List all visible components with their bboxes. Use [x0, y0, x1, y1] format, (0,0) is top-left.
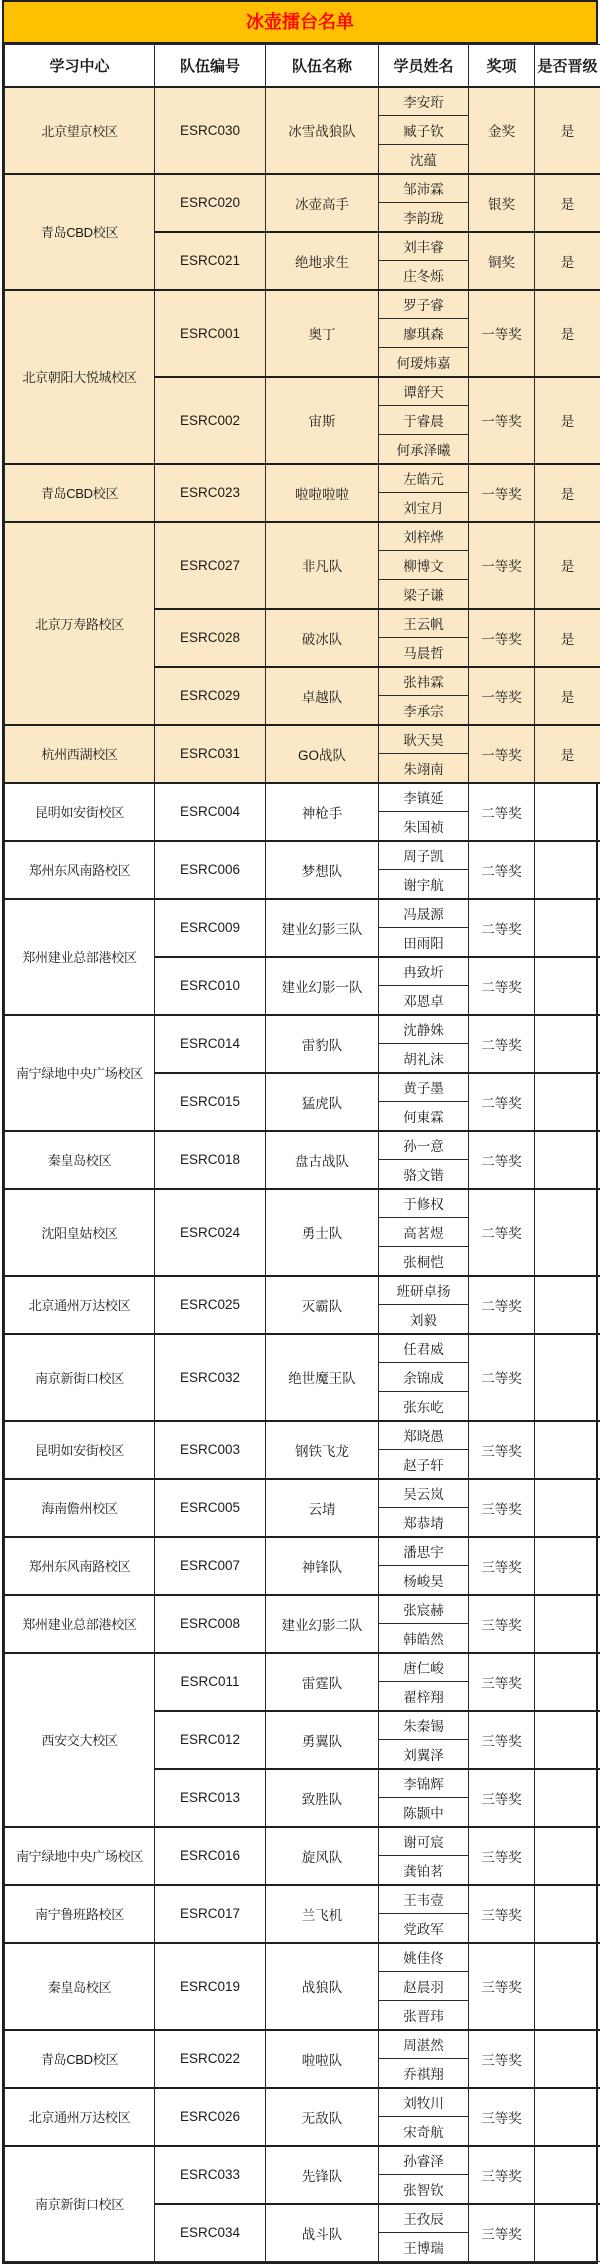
center-cell: 郑州建业总部港校区	[5, 899, 155, 1015]
center-cell: 北京通州万达校区	[5, 1276, 155, 1334]
student-name-cell: 赵晨羽	[379, 1972, 469, 2001]
student-name-cell: 吴云岚	[379, 1479, 469, 1508]
student-name-cell: 梁子谦	[379, 580, 469, 609]
center-cell: 杭州西湖校区	[5, 725, 155, 783]
center-cell: 青岛CBD校区	[5, 464, 155, 522]
student-name-cell: 宋奇航	[379, 2117, 469, 2146]
student-name-cell: 张晋玮	[379, 2001, 469, 2030]
team-code-cell: ESRC003	[155, 1421, 266, 1479]
advance-cell	[535, 1073, 600, 1131]
advance-cell	[535, 841, 600, 899]
student-name-cell: 臧子钦	[379, 116, 469, 145]
column-header-advance: 是否晋级	[535, 45, 600, 87]
team-name-cell: 盘古战队	[266, 1131, 379, 1189]
team-code-cell: ESRC013	[155, 1769, 266, 1827]
table-row	[5, 1595, 600, 1624]
student-name-cell: 于修权	[379, 1189, 469, 1218]
sheet-title: 冰壶擂台名单	[4, 2, 596, 44]
award-cell: 一等奖	[469, 725, 535, 783]
center-cell: 沈阳皇姑校区	[5, 1189, 155, 1276]
table-row	[5, 899, 600, 928]
student-name-cell: 罗子睿	[379, 290, 469, 319]
student-name-cell: 庄冬烁	[379, 261, 469, 290]
student-name-cell: 谭舒天	[379, 377, 469, 406]
student-name-cell: 张祎霖	[379, 667, 469, 696]
student-name-cell: 周湛然	[379, 2030, 469, 2059]
roster-table-body	[5, 87, 600, 2262]
team-name-cell: 冰壶高手	[266, 174, 379, 232]
advance-cell	[535, 1421, 600, 1479]
student-name-cell: 王韦壹	[379, 1885, 469, 1914]
student-name-cell: 乔祺翔	[379, 2059, 469, 2088]
table-row	[5, 1479, 600, 1508]
award-cell: 三等奖	[469, 1769, 535, 1827]
table-row	[5, 464, 600, 493]
team-code-cell: ESRC027	[155, 522, 266, 609]
team-code-cell: ESRC031	[155, 725, 266, 783]
team-code-cell: ESRC020	[155, 174, 266, 232]
table-row	[5, 87, 600, 116]
team-code-cell: ESRC019	[155, 1943, 266, 2030]
student-name-cell: 李镇延	[379, 783, 469, 812]
student-name-cell: 陈颢中	[379, 1798, 469, 1827]
column-header-center: 学习中心	[5, 45, 155, 87]
center-cell: 西安交大校区	[5, 1653, 155, 1827]
roster-table	[4, 44, 600, 2262]
advance-cell	[535, 2088, 600, 2146]
advance-cell	[535, 1131, 600, 1189]
student-name-cell: 任君威	[379, 1334, 469, 1363]
award-cell: 三等奖	[469, 1537, 535, 1595]
student-name-cell: 何瑷炜嘉	[379, 348, 469, 377]
center-cell: 郑州东风南路校区	[5, 841, 155, 899]
advance-cell	[535, 2030, 600, 2088]
table-row	[5, 725, 600, 754]
student-name-cell: 孙睿泽	[379, 2146, 469, 2175]
award-cell: 一等奖	[469, 377, 535, 464]
team-name-cell: 冰雪战狼队	[266, 87, 379, 174]
table-row	[5, 2088, 600, 2117]
table-row	[5, 1131, 600, 1160]
award-cell: 一等奖	[469, 290, 535, 377]
team-code-cell: ESRC028	[155, 609, 266, 667]
student-name-cell: 余锦成	[379, 1363, 469, 1392]
roster-sheet	[2, 0, 598, 2264]
center-cell: 郑州建业总部港校区	[5, 1595, 155, 1653]
advance-cell	[535, 1015, 600, 1073]
table-row	[5, 1653, 600, 1682]
student-name-cell: 姚佳佟	[379, 1943, 469, 1972]
student-name-cell: 邹沛霖	[379, 174, 469, 203]
student-name-cell: 党政军	[379, 1914, 469, 1943]
student-name-cell: 谢宇航	[379, 870, 469, 899]
student-name-cell: 刘丰睿	[379, 232, 469, 261]
student-name-cell: 张桐恺	[379, 1247, 469, 1276]
team-code-cell: ESRC005	[155, 1479, 266, 1537]
table-row	[5, 1189, 600, 1218]
column-header-student-name: 学员姓名	[379, 45, 469, 87]
advance-cell: 是	[535, 232, 600, 290]
team-code-cell: ESRC033	[155, 2146, 266, 2204]
team-name-cell: 战斗队	[266, 2204, 379, 2262]
award-cell: 三等奖	[469, 1479, 535, 1537]
student-name-cell: 刘翼泽	[379, 1740, 469, 1769]
student-name-cell: 孙一意	[379, 1131, 469, 1160]
award-cell: 二等奖	[469, 957, 535, 1015]
student-name-cell: 王云帆	[379, 609, 469, 638]
team-code-cell: ESRC015	[155, 1073, 266, 1131]
advance-cell: 是	[535, 522, 600, 609]
award-cell: 三等奖	[469, 1595, 535, 1653]
table-row	[5, 2030, 600, 2059]
center-cell: 秦皇岛校区	[5, 1943, 155, 2030]
center-cell: 青岛CBD校区	[5, 174, 155, 290]
award-cell: 三等奖	[469, 1827, 535, 1885]
advance-cell	[535, 1711, 600, 1769]
advance-cell	[535, 783, 600, 841]
team-name-cell: 神枪手	[266, 783, 379, 841]
team-code-cell: ESRC002	[155, 377, 266, 464]
award-cell: 二等奖	[469, 841, 535, 899]
advance-cell	[535, 1827, 600, 1885]
center-cell: 秦皇岛校区	[5, 1131, 155, 1189]
advance-cell: 是	[535, 87, 600, 174]
table-row	[5, 1943, 600, 1972]
header-row	[5, 45, 600, 87]
award-cell: 三等奖	[469, 2146, 535, 2204]
team-code-cell: ESRC034	[155, 2204, 266, 2262]
student-name-cell: 沈蕴	[379, 145, 469, 174]
student-name-cell: 李承宗	[379, 696, 469, 725]
award-cell: 二等奖	[469, 1189, 535, 1276]
team-name-cell: 绝世魔王队	[266, 1334, 379, 1421]
advance-cell	[535, 1334, 600, 1421]
award-cell: 一等奖	[469, 464, 535, 522]
table-row	[5, 783, 600, 812]
team-name-cell: 神锋队	[266, 1537, 379, 1595]
center-cell: 北京朝阳大悦城校区	[5, 290, 155, 464]
advance-cell	[535, 899, 600, 957]
award-cell: 三等奖	[469, 2088, 535, 2146]
team-code-cell: ESRC017	[155, 1885, 266, 1943]
table-header	[5, 45, 600, 87]
team-name-cell: 奥丁	[266, 290, 379, 377]
student-name-cell: 班研卓扬	[379, 1276, 469, 1305]
student-name-cell: 刘毅	[379, 1305, 469, 1334]
student-name-cell: 胡礼沫	[379, 1044, 469, 1073]
team-name-cell: 建业幻影二队	[266, 1595, 379, 1653]
center-cell: 北京通州万达校区	[5, 2088, 155, 2146]
student-name-cell: 柳博文	[379, 551, 469, 580]
student-name-cell: 田雨阳	[379, 928, 469, 957]
team-name-cell: 卓越队	[266, 667, 379, 725]
award-cell: 三等奖	[469, 2204, 535, 2262]
center-cell: 昆明如安街校区	[5, 783, 155, 841]
team-name-cell: 宙斯	[266, 377, 379, 464]
student-name-cell: 翟梓翔	[379, 1682, 469, 1711]
student-name-cell: 周子凯	[379, 841, 469, 870]
award-cell: 三等奖	[469, 1943, 535, 2030]
team-name-cell: 云埥	[266, 1479, 379, 1537]
team-name-cell: 先锋队	[266, 2146, 379, 2204]
table-row	[5, 290, 600, 319]
team-code-cell: ESRC010	[155, 957, 266, 1015]
center-cell: 青岛CBD校区	[5, 2030, 155, 2088]
team-name-cell: 啦啦啦啦	[266, 464, 379, 522]
team-code-cell: ESRC008	[155, 1595, 266, 1653]
award-cell: 二等奖	[469, 1276, 535, 1334]
team-name-cell: 灭霸队	[266, 1276, 379, 1334]
center-cell: 北京望京校区	[5, 87, 155, 174]
student-name-cell: 朱国祯	[379, 812, 469, 841]
team-code-cell: ESRC007	[155, 1537, 266, 1595]
table-row	[5, 1015, 600, 1044]
team-code-cell: ESRC024	[155, 1189, 266, 1276]
team-code-cell: ESRC018	[155, 1131, 266, 1189]
student-name-cell: 韩皓然	[379, 1624, 469, 1653]
table-row	[5, 1885, 600, 1914]
student-name-cell: 王博瑞	[379, 2233, 469, 2262]
team-name-cell: 兰飞机	[266, 1885, 379, 1943]
student-name-cell: 杨峻昊	[379, 1566, 469, 1595]
student-name-cell: 何承泽曦	[379, 435, 469, 464]
student-name-cell: 冉致圻	[379, 957, 469, 986]
student-name-cell: 张东屹	[379, 1392, 469, 1421]
center-cell: 北京万寿路校区	[5, 522, 155, 725]
team-code-cell: ESRC023	[155, 464, 266, 522]
team-name-cell: 雷霆队	[266, 1653, 379, 1711]
team-code-cell: ESRC029	[155, 667, 266, 725]
team-name-cell: 勇士队	[266, 1189, 379, 1276]
student-name-cell: 张智钦	[379, 2175, 469, 2204]
student-name-cell: 邓恩卓	[379, 986, 469, 1015]
student-name-cell: 王孜辰	[379, 2204, 469, 2233]
student-name-cell: 骆文锴	[379, 1160, 469, 1189]
student-name-cell: 刘梓烨	[379, 522, 469, 551]
advance-cell: 是	[535, 290, 600, 377]
student-name-cell: 潘思宇	[379, 1537, 469, 1566]
student-name-cell: 唐仁峻	[379, 1653, 469, 1682]
team-code-cell: ESRC021	[155, 232, 266, 290]
team-code-cell: ESRC030	[155, 87, 266, 174]
table-row	[5, 1537, 600, 1566]
column-header-team-code: 队伍编号	[155, 45, 266, 87]
table-row	[5, 1421, 600, 1450]
center-cell: 南京新街口校区	[5, 2146, 155, 2262]
team-name-cell: 无敌队	[266, 2088, 379, 2146]
student-name-cell: 耿天昊	[379, 725, 469, 754]
advance-cell: 是	[535, 464, 600, 522]
advance-cell	[535, 957, 600, 1015]
team-code-cell: ESRC016	[155, 1827, 266, 1885]
student-name-cell: 沈静姝	[379, 1015, 469, 1044]
team-name-cell: 建业幻影一队	[266, 957, 379, 1015]
column-header-award: 奖项	[469, 45, 535, 87]
advance-cell	[535, 1537, 600, 1595]
team-code-cell: ESRC014	[155, 1015, 266, 1073]
table-row	[5, 2146, 600, 2175]
team-code-cell: ESRC001	[155, 290, 266, 377]
award-cell: 三等奖	[469, 1421, 535, 1479]
team-name-cell: 建业幻影三队	[266, 899, 379, 957]
award-cell: 铜奖	[469, 232, 535, 290]
student-name-cell: 朱秦锡	[379, 1711, 469, 1740]
advance-cell	[535, 2204, 600, 2262]
award-cell: 二等奖	[469, 1334, 535, 1421]
advance-cell	[535, 1769, 600, 1827]
team-code-cell: ESRC011	[155, 1653, 266, 1711]
student-name-cell: 郑晓愚	[379, 1421, 469, 1450]
team-name-cell: 勇翼队	[266, 1711, 379, 1769]
advance-cell: 是	[535, 609, 600, 667]
advance-cell: 是	[535, 725, 600, 783]
center-cell: 郑州东风南路校区	[5, 1537, 155, 1595]
table-row	[5, 841, 600, 870]
team-name-cell: 致胜队	[266, 1769, 379, 1827]
student-name-cell: 刘牧川	[379, 2088, 469, 2117]
table-row	[5, 174, 600, 203]
center-cell: 南宁绿地中央广场校区	[5, 1827, 155, 1885]
award-cell: 二等奖	[469, 899, 535, 957]
student-name-cell: 刘宝月	[379, 493, 469, 522]
team-name-cell: 绝地求生	[266, 232, 379, 290]
team-code-cell: ESRC004	[155, 783, 266, 841]
award-cell: 三等奖	[469, 1711, 535, 1769]
team-name-cell: 梦想队	[266, 841, 379, 899]
team-name-cell: 战狼队	[266, 1943, 379, 2030]
advance-cell: 是	[535, 667, 600, 725]
team-name-cell: 猛虎队	[266, 1073, 379, 1131]
center-cell: 海南儋州校区	[5, 1479, 155, 1537]
student-name-cell: 谢可宸	[379, 1827, 469, 1856]
advance-cell: 是	[535, 174, 600, 232]
team-code-cell: ESRC009	[155, 899, 266, 957]
student-name-cell: 李韵珑	[379, 203, 469, 232]
student-name-cell: 何東霖	[379, 1102, 469, 1131]
advance-cell	[535, 2146, 600, 2204]
team-code-cell: ESRC032	[155, 1334, 266, 1421]
center-cell: 南京新街口校区	[5, 1334, 155, 1421]
student-name-cell: 左皓元	[379, 464, 469, 493]
award-cell: 二等奖	[469, 1015, 535, 1073]
award-cell: 一等奖	[469, 609, 535, 667]
table-row	[5, 1827, 600, 1856]
advance-cell	[535, 1189, 600, 1276]
team-code-cell: ESRC022	[155, 2030, 266, 2088]
team-name-cell: 旋风队	[266, 1827, 379, 1885]
center-cell: 昆明如安街校区	[5, 1421, 155, 1479]
award-cell: 二等奖	[469, 783, 535, 841]
center-cell: 南宁鲁班路校区	[5, 1885, 155, 1943]
column-header-team-name: 队伍名称	[266, 45, 379, 87]
team-code-cell: ESRC006	[155, 841, 266, 899]
student-name-cell: 于睿晨	[379, 406, 469, 435]
advance-cell	[535, 1595, 600, 1653]
student-name-cell: 李安珩	[379, 87, 469, 116]
student-name-cell: 马晨哲	[379, 638, 469, 667]
award-cell: 二等奖	[469, 1131, 535, 1189]
table-row	[5, 522, 600, 551]
team-name-cell: 钢铁飞龙	[266, 1421, 379, 1479]
award-cell: 三等奖	[469, 1653, 535, 1711]
student-name-cell: 廖琪森	[379, 319, 469, 348]
student-name-cell: 张宸赫	[379, 1595, 469, 1624]
student-name-cell: 龚铂茗	[379, 1856, 469, 1885]
team-code-cell: ESRC025	[155, 1276, 266, 1334]
student-name-cell: 李锦辉	[379, 1769, 469, 1798]
student-name-cell: 冯晟源	[379, 899, 469, 928]
table-row	[5, 1334, 600, 1363]
team-name-cell: GO战队	[266, 725, 379, 783]
student-name-cell: 黄子墨	[379, 1073, 469, 1102]
team-name-cell: 雷豹队	[266, 1015, 379, 1073]
student-name-cell: 朱翊南	[379, 754, 469, 783]
advance-cell: 是	[535, 377, 600, 464]
table-row	[5, 1276, 600, 1305]
award-cell: 银奖	[469, 174, 535, 232]
award-cell: 三等奖	[469, 2030, 535, 2088]
award-cell: 三等奖	[469, 1885, 535, 1943]
team-code-cell: ESRC012	[155, 1711, 266, 1769]
advance-cell	[535, 1276, 600, 1334]
award-cell: 一等奖	[469, 522, 535, 609]
award-cell: 二等奖	[469, 1073, 535, 1131]
team-name-cell: 非凡队	[266, 522, 379, 609]
award-cell: 金奖	[469, 87, 535, 174]
student-name-cell: 高茗煜	[379, 1218, 469, 1247]
advance-cell	[535, 1479, 600, 1537]
team-code-cell: ESRC026	[155, 2088, 266, 2146]
center-cell: 南宁绿地中央广场校区	[5, 1015, 155, 1131]
team-name-cell: 啦啦队	[266, 2030, 379, 2088]
advance-cell	[535, 1653, 600, 1711]
advance-cell	[535, 1943, 600, 2030]
award-cell: 一等奖	[469, 667, 535, 725]
team-name-cell: 破冰队	[266, 609, 379, 667]
student-name-cell: 郑恭埥	[379, 1508, 469, 1537]
advance-cell	[535, 1885, 600, 1943]
student-name-cell: 赵子轩	[379, 1450, 469, 1479]
